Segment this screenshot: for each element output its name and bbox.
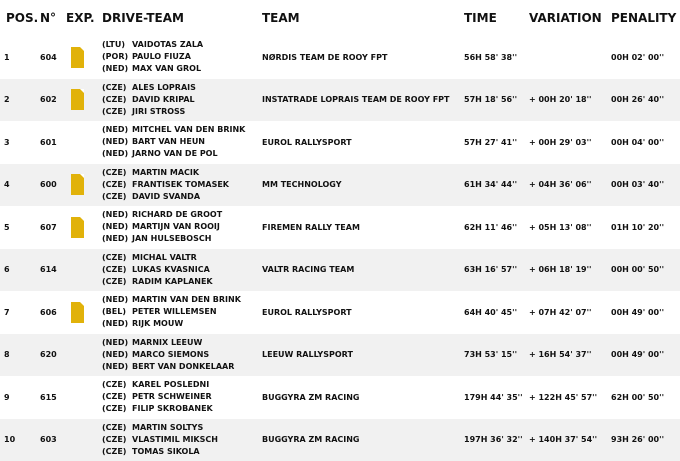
variation-cell: + 07H 42' 07'' bbox=[529, 307, 592, 317]
table-row bbox=[0, 291, 680, 334]
driver-name: DAVID SVANDA bbox=[132, 191, 201, 201]
driver-entry bbox=[102, 391, 262, 403]
team-cell: MM TECHNOLOGY bbox=[262, 180, 342, 190]
driver-entry bbox=[102, 124, 262, 136]
number-cell: 602 bbox=[40, 95, 57, 105]
driver-entry bbox=[102, 94, 262, 106]
penalty-cell: 00H 00' 50'' bbox=[611, 265, 665, 275]
driver-name: JARNO VAN DE POL bbox=[132, 149, 218, 159]
penalty-cell: 00H 49' 00'' bbox=[611, 307, 665, 317]
results-body bbox=[0, 36, 680, 461]
drive-team-cell bbox=[102, 419, 262, 461]
team-cell: EUROL RALLYSPORT bbox=[262, 137, 352, 147]
driver-name: MARNIX LEEUW bbox=[132, 337, 203, 347]
driver-nationality: (LTU) bbox=[102, 40, 126, 50]
driver-nationality: (CZE) bbox=[102, 422, 127, 432]
position-cell: 4 bbox=[4, 180, 10, 190]
driver-name: MICHAL VALTR bbox=[132, 252, 197, 262]
driver-entry bbox=[102, 379, 262, 391]
experience-badge-icon bbox=[71, 174, 84, 195]
driver-entry bbox=[102, 318, 262, 330]
header-variation: VARIATION bbox=[529, 11, 602, 25]
drive-team-cell bbox=[102, 334, 262, 377]
number-cell: 614 bbox=[40, 265, 57, 275]
team-cell: FIREMEN RALLY TEAM bbox=[262, 222, 360, 232]
driver-name: MITCHEL VAN DEN BRINK bbox=[132, 125, 246, 135]
driver-nationality: (NED) bbox=[102, 234, 129, 244]
driver-nationality: (CZE) bbox=[102, 446, 127, 456]
driver-nationality: (NED) bbox=[102, 349, 129, 359]
driver-nationality: (NED) bbox=[102, 319, 129, 329]
header-penalty: PENALITY bbox=[611, 11, 677, 25]
drive-team-cell bbox=[102, 164, 262, 207]
driver-name: ALES LOPRAIS bbox=[132, 82, 196, 92]
penalty-cell: 00H 03' 40'' bbox=[611, 180, 665, 190]
header-time: TIME bbox=[464, 11, 497, 25]
penalty-cell: 93H 26' 00'' bbox=[611, 435, 665, 445]
driver-nationality: (NED) bbox=[102, 210, 129, 220]
driver-name: MARTIN SOLTYS bbox=[132, 422, 204, 432]
driver-name: DAVID KRIPAL bbox=[132, 94, 195, 104]
number-cell: 615 bbox=[40, 392, 57, 402]
number-cell: 603 bbox=[40, 435, 57, 445]
position-cell: 3 bbox=[4, 137, 10, 147]
driver-nationality: (CZE) bbox=[102, 191, 127, 201]
table-row bbox=[0, 121, 680, 164]
variation-cell: + 140H 37' 54'' bbox=[529, 435, 598, 445]
table-row bbox=[0, 376, 680, 419]
drive-team-cell bbox=[102, 249, 262, 292]
penalty-cell: 01H 10' 20'' bbox=[611, 222, 665, 232]
driver-name: MARTIJN VAN ROOIJ bbox=[132, 222, 220, 232]
team-cell: LEEUW RALLYSPORT bbox=[262, 350, 353, 360]
driver-name: RICHARD DE GROOT bbox=[132, 210, 223, 220]
driver-entry bbox=[102, 422, 262, 434]
team-cell: EUROL RALLYSPORT bbox=[262, 307, 352, 317]
driver-name: JAN HULSEBOSCH bbox=[132, 234, 212, 244]
penalty-cell: 00H 04' 00'' bbox=[611, 137, 665, 147]
variation-cell: + 122H 45' 57'' bbox=[529, 392, 598, 402]
time-cell: 61H 34' 44'' bbox=[464, 180, 518, 190]
driver-entry bbox=[102, 209, 262, 221]
driver-nationality: (CZE) bbox=[102, 392, 127, 402]
driver-name: LUKAS KVASNICA bbox=[132, 264, 210, 274]
driver-nationality: (CZE) bbox=[102, 167, 127, 177]
driver-nationality: (CZE) bbox=[102, 434, 127, 444]
variation-cell: + 05H 13' 08'' bbox=[529, 222, 592, 232]
exp-cell bbox=[66, 334, 102, 377]
number-cell: 604 bbox=[40, 52, 57, 62]
driver-name: MARTIN VAN DEN BRINK bbox=[132, 295, 241, 305]
driver-nationality: (NED) bbox=[102, 149, 129, 159]
driver-nationality: (CZE) bbox=[102, 252, 127, 262]
experience-badge-icon bbox=[71, 47, 84, 68]
driver-nationality: (BEL) bbox=[102, 307, 126, 317]
driver-entry bbox=[102, 39, 262, 51]
driver-entry bbox=[102, 446, 262, 458]
variation-cell: + 06H 18' 19'' bbox=[529, 265, 592, 275]
position-cell: 10 bbox=[4, 435, 16, 445]
time-cell: 56H 58' 38'' bbox=[464, 52, 518, 62]
exp-cell bbox=[66, 206, 102, 249]
drive-team-cell bbox=[102, 376, 262, 419]
team-cell: BUGGYRA ZM RACING bbox=[262, 392, 360, 402]
position-cell: 5 bbox=[4, 222, 10, 232]
header-number: N° bbox=[40, 11, 57, 25]
drive-team-cell bbox=[102, 36, 262, 79]
driver-entry bbox=[102, 294, 262, 306]
team-cell: VALTR RACING TEAM bbox=[262, 265, 355, 275]
driver-nationality: (NED) bbox=[102, 137, 129, 147]
driver-name: MARTIN MACIK bbox=[132, 167, 200, 177]
driver-entry bbox=[102, 434, 262, 446]
variation-cell: + 00H 29' 03'' bbox=[529, 137, 592, 147]
exp-cell bbox=[66, 249, 102, 292]
exp-cell bbox=[66, 79, 102, 122]
table-row bbox=[0, 249, 680, 292]
header-team: TEAM bbox=[262, 11, 300, 25]
penalty-cell: 62H 00' 50'' bbox=[611, 392, 665, 402]
driver-entry bbox=[102, 361, 262, 373]
driver-name: TOMAS SIKOLA bbox=[132, 446, 200, 456]
driver-entry bbox=[102, 337, 262, 349]
driver-entry bbox=[102, 136, 262, 148]
driver-nationality: (POR) bbox=[102, 52, 129, 62]
driver-name: PAULO FIUZA bbox=[132, 52, 191, 62]
driver-nationality: (CZE) bbox=[102, 82, 127, 92]
position-cell: 2 bbox=[4, 95, 10, 105]
driver-entry bbox=[102, 306, 262, 318]
time-cell: 63H 16' 57'' bbox=[464, 265, 518, 275]
driver-entry bbox=[102, 63, 262, 75]
driver-name: JIRI STROSS bbox=[132, 106, 186, 116]
exp-cell bbox=[66, 291, 102, 334]
driver-nationality: (CZE) bbox=[102, 276, 127, 286]
driver-entry bbox=[102, 191, 262, 203]
drive-team-cell bbox=[102, 291, 262, 334]
experience-badge-icon bbox=[71, 89, 84, 110]
number-cell: 607 bbox=[40, 222, 57, 232]
experience-badge-icon bbox=[71, 302, 84, 323]
driver-nationality: (NED) bbox=[102, 222, 129, 232]
driver-nationality: (NED) bbox=[102, 337, 129, 347]
driver-nationality: (CZE) bbox=[102, 264, 127, 274]
driver-name: RADIM KAPLANEK bbox=[132, 276, 213, 286]
penalty-cell: 00H 02' 00'' bbox=[611, 52, 665, 62]
driver-name: MARCO SIEMONS bbox=[132, 349, 210, 359]
driver-nationality: (CZE) bbox=[102, 380, 127, 390]
driver-name: VAIDOTAS ZALA bbox=[132, 40, 204, 50]
driver-nationality: (CZE) bbox=[102, 106, 127, 116]
number-cell: 601 bbox=[40, 137, 57, 147]
time-cell: 57H 27' 41'' bbox=[464, 137, 518, 147]
driver-name: PETR SCHWEINER bbox=[132, 392, 212, 402]
team-cell: INSTATRADE LOPRAIS TEAM DE ROOY FPT bbox=[262, 95, 450, 105]
number-cell: 606 bbox=[40, 307, 57, 317]
driver-name: PETER WILLEMSEN bbox=[132, 307, 217, 317]
position-cell: 8 bbox=[4, 350, 10, 360]
table-row bbox=[0, 36, 680, 79]
driver-entry bbox=[102, 167, 262, 179]
exp-cell bbox=[66, 419, 102, 461]
driver-nationality: (CZE) bbox=[102, 404, 127, 414]
penalty-cell: 00H 26' 40'' bbox=[611, 95, 665, 105]
number-cell: 620 bbox=[40, 350, 57, 360]
driver-entry bbox=[102, 349, 262, 361]
driver-nationality: (CZE) bbox=[102, 94, 127, 104]
header-drive-team: DRIVE-TEAM bbox=[102, 11, 184, 25]
table-row bbox=[0, 206, 680, 249]
team-cell: BUGGYRA ZM RACING bbox=[262, 435, 360, 445]
driver-nationality: (NED) bbox=[102, 361, 129, 371]
variation-cell: + 00H 20' 18'' bbox=[529, 95, 592, 105]
driver-entry bbox=[102, 51, 262, 63]
driver-entry bbox=[102, 221, 262, 233]
driver-name: RIJK MOUW bbox=[132, 319, 184, 329]
number-cell: 600 bbox=[40, 180, 57, 190]
table-header-row bbox=[0, 0, 680, 36]
variation-cell: + 04H 36' 06'' bbox=[529, 180, 592, 190]
time-cell: 64H 40' 45'' bbox=[464, 307, 518, 317]
time-cell: 197H 36' 32'' bbox=[464, 435, 523, 445]
driver-entry bbox=[102, 148, 262, 160]
drive-team-cell bbox=[102, 206, 262, 249]
time-cell: 179H 44' 35'' bbox=[464, 392, 523, 402]
exp-cell bbox=[66, 376, 102, 419]
driver-name: FILIP SKROBANEK bbox=[132, 404, 213, 414]
time-cell: 62H 11' 46'' bbox=[464, 222, 518, 232]
header-pos: POS. bbox=[6, 11, 39, 25]
driver-name: BERT VAN DONKELAAR bbox=[132, 361, 235, 371]
time-cell: 57H 18' 56'' bbox=[464, 95, 518, 105]
variation-cell: + 16H 54' 37'' bbox=[529, 350, 592, 360]
team-cell: NØRDIS TEAM DE ROOY FPT bbox=[262, 52, 388, 62]
exp-cell bbox=[66, 121, 102, 164]
driver-entry bbox=[102, 82, 262, 94]
driver-entry bbox=[102, 106, 262, 118]
drive-team-cell bbox=[102, 79, 262, 122]
driver-name: KAREL POSLEDNI bbox=[132, 380, 210, 390]
time-cell: 73H 53' 15'' bbox=[464, 350, 518, 360]
exp-cell bbox=[66, 164, 102, 207]
penalty-cell: 00H 49' 00'' bbox=[611, 350, 665, 360]
driver-name: FRANTISEK TOMASEK bbox=[132, 179, 229, 189]
driver-entry bbox=[102, 233, 262, 245]
position-cell: 6 bbox=[4, 265, 10, 275]
table-row bbox=[0, 164, 680, 207]
driver-nationality: (NED) bbox=[102, 64, 129, 74]
driver-nationality: (NED) bbox=[102, 125, 129, 135]
driver-nationality: (CZE) bbox=[102, 179, 127, 189]
driver-entry bbox=[102, 252, 262, 264]
driver-entry bbox=[102, 179, 262, 191]
driver-entry bbox=[102, 276, 262, 288]
driver-nationality: (NED) bbox=[102, 295, 129, 305]
position-cell: 1 bbox=[4, 52, 10, 62]
experience-badge-icon bbox=[71, 217, 84, 238]
position-cell: 9 bbox=[4, 392, 10, 402]
position-cell: 7 bbox=[4, 307, 10, 317]
table-row bbox=[0, 334, 680, 377]
table-row bbox=[0, 419, 680, 461]
driver-name: VLASTIMIL MIKSCH bbox=[132, 434, 218, 444]
exp-cell bbox=[66, 36, 102, 79]
drive-team-cell bbox=[102, 121, 262, 164]
variation-cell bbox=[529, 36, 611, 79]
driver-entry bbox=[102, 403, 262, 415]
driver-name: MAX VAN GROL bbox=[132, 64, 202, 74]
header-exp: EXP. bbox=[66, 11, 95, 25]
driver-entry bbox=[102, 264, 262, 276]
table-row bbox=[0, 79, 680, 122]
driver-name: BART VAN HEUN bbox=[132, 137, 206, 147]
